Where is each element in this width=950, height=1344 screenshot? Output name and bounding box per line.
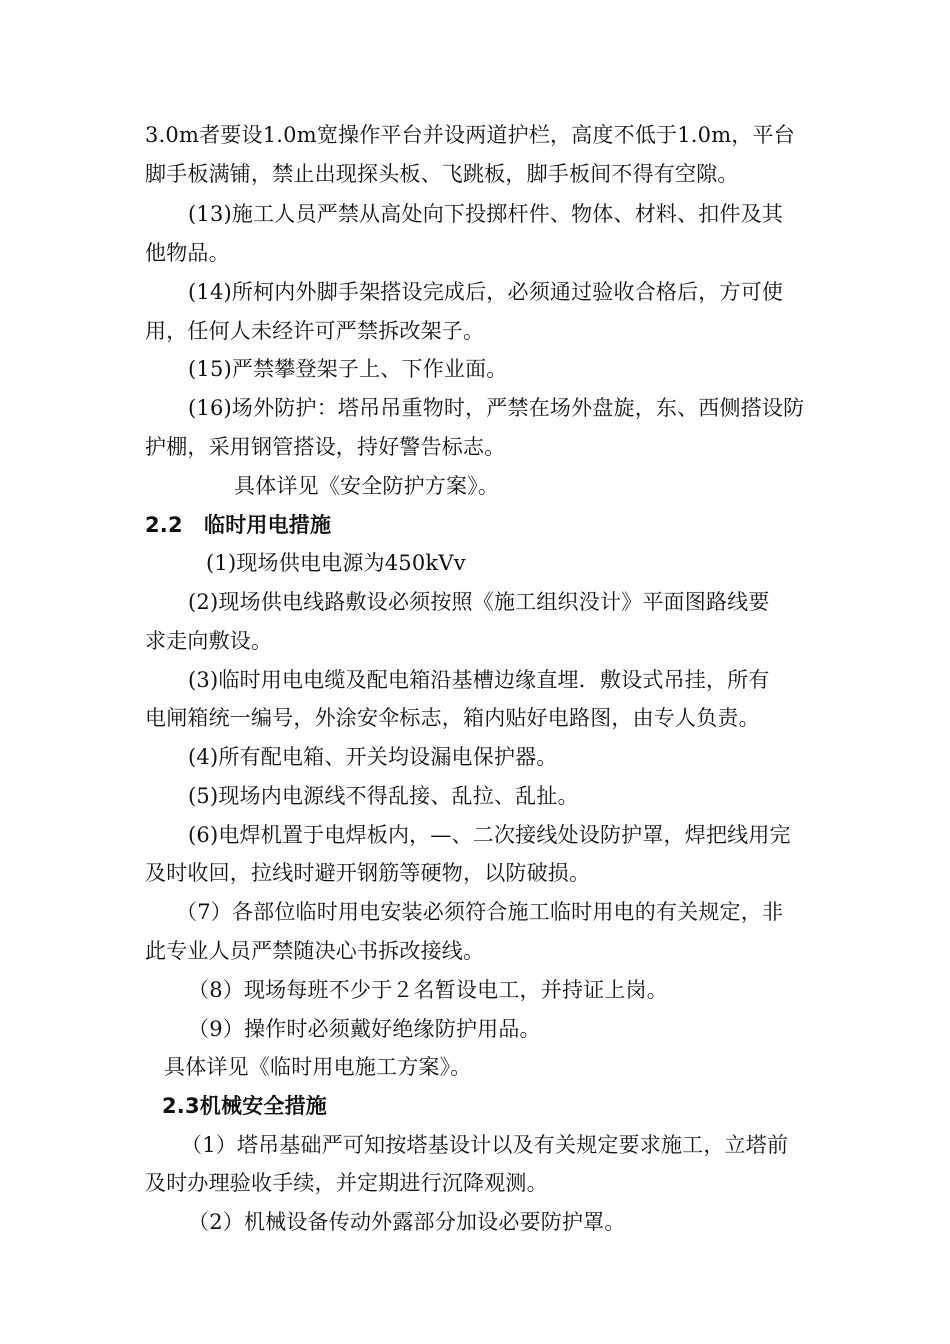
text-line: （8）现场每班不少于２名暂设电工，并持证上岗。 [188, 978, 668, 1002]
text-line: (15)严禁攀登架子上、下作业面。 [188, 357, 508, 381]
text-line: (1)现场供电电源为450kVv [206, 551, 466, 575]
text-line: 他物品。 [145, 241, 230, 265]
text-line: （1）塔吊基础严可知按塔基设计以及有关规定要求施工，立塔前 [181, 1133, 789, 1157]
text-line: (14)所柯内外脚手架搭设完成后，必须通过验收合格后，方可使 [188, 280, 784, 304]
text-line: 求走向敷设。 [145, 629, 273, 653]
section-heading: 2.3机械安全措施 [162, 1094, 328, 1118]
text-line: （2）机械设备传动外露部分加设必要防护罩。 [188, 1210, 626, 1234]
text-line: 护棚，采用钢管搭设，持好警告标志。 [145, 435, 506, 459]
text-line: 具体详见《临时用电施工方案》。 [164, 1055, 472, 1079]
text-line: 电闸箱统一编号，外涂安伞标志，箱内贴好电路图，由专人负责。 [145, 706, 760, 730]
section-heading: 2.2 临时用电措施 [145, 513, 332, 537]
text-line: (3)临时用电电缆及配电箱沿基槽边缘直埋．敷设式吊挂，所有 [188, 668, 770, 692]
text-line: 脚手板满铺，禁止出现探头板、飞跳板，脚手板间不得有空隙。 [145, 162, 739, 186]
text-line: (5)现场内电源线不得乱接、乱拉、乱扯。 [188, 784, 579, 808]
text-line: 3.0m者要设1.0m宽操作平台并设两道护栏，高度不低于1.0m，平台 [145, 123, 795, 147]
text-line: (4)所有配电箱、开关均设漏电保护器。 [188, 745, 558, 769]
text-line: (2)现场供电线路敷设必须按照《施工组织没计》平面图路线要 [188, 590, 770, 614]
text-line: （7）各部位临时用电安装必须符合施工临时用电的有关规定，非 [176, 900, 784, 924]
text-line: 此专业人员严禁随决心书拆改接线。 [145, 939, 485, 963]
text-line: (6)电焊机置于电焊板内，—、二次接线处设防护罩，焊把线用完 [188, 823, 791, 847]
text-line: 具体详见《安全防护方案》。 [234, 474, 500, 498]
text-line: 用，任何人未经许可严禁拆改架子。 [145, 319, 485, 343]
text-line: (16)场外防护：塔吊吊重物时，严禁在场外盘旋，东、西侧搭设防 [188, 396, 805, 420]
text-line: 及时收回，拉线时避开钢筋等硬物，以防破损。 [145, 861, 591, 885]
text-line: （9）操作时必须戴好绝缘防护用品。 [188, 1017, 541, 1041]
text-line: (13)施工人员严禁从高处向下投掷杆件、物体、材料、扣件及其 [188, 202, 784, 226]
text-line: 及时办理验收手续，并定期进行沉降观测。 [145, 1171, 548, 1195]
